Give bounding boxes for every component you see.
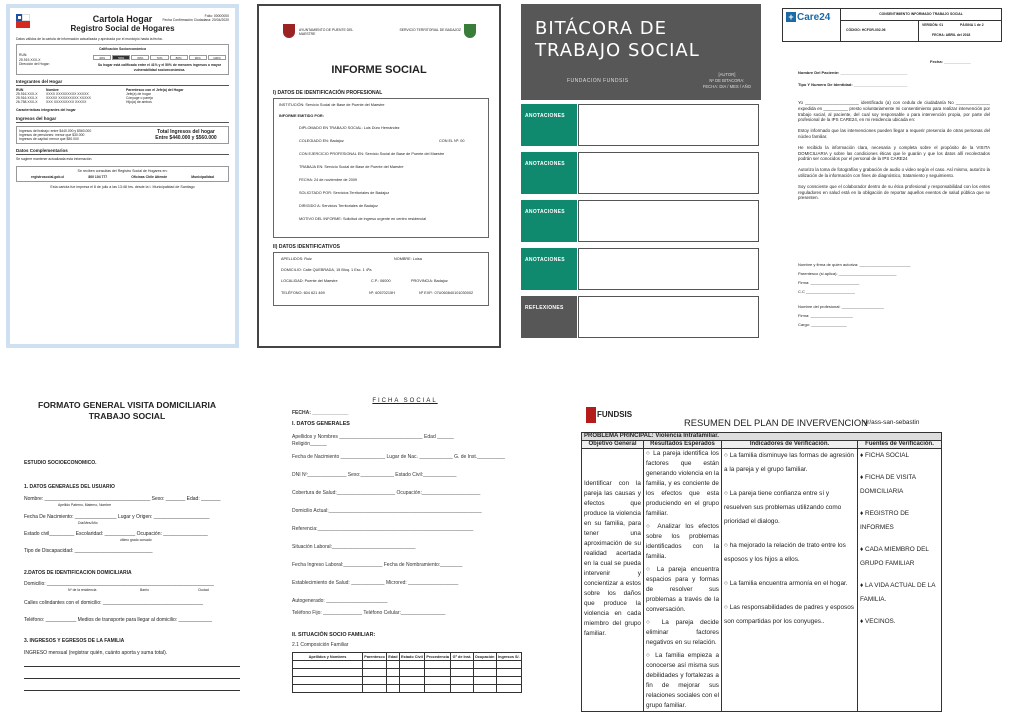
contact-offices: Oficinas Chile Atiende	[131, 174, 168, 179]
cartola-hogar-thumbnail[interactable]	[6, 4, 239, 348]
section-label: ANOTACIONES	[521, 200, 577, 242]
form-line[interactable]: Fecha Ingreso Laboral:______________ Fecha de Nombramiento:________	[292, 562, 463, 568]
paragraph: Yo ______________________ identificado (a) con cedula de ciudadanía No ______________ expedida en __________ presto voluntariamente mi consentimiento para realizar intervención por trabajo social, al paciente, del cual soy responsable o para intervención propia, por parte del profesional de la IPS CARE24, en mi residencia ubicada en:	[798, 100, 990, 123]
field: SOLICITADO POR: Servicios Territoriales de Badajoz	[299, 191, 390, 195]
calif-label: Calificación Socioeconómica	[99, 47, 146, 52]
table-row[interactable]	[293, 685, 522, 693]
page-title: FICHA SOCIAL	[372, 398, 438, 404]
plan-intervencion-thumbnail[interactable]	[578, 403, 1019, 714]
nombre-sub: Apellido Paterno, Materno, Nombre	[58, 503, 112, 507]
caract-title: Características integrantes del hogar	[16, 107, 76, 112]
care24-logo	[786, 12, 830, 23]
anotaciones-field[interactable]	[578, 248, 759, 290]
contact-label: Se reciben consultas del Registro Social de Hogares en:	[77, 168, 168, 173]
resultado-item: ○ La familia empieza a conocerse así misma sus debilidades y fortalezas a fin de mejorar sus relaciones sociales con el grupo familiar.	[646, 652, 719, 709]
field: DIRIGIDO A: Servicios Territoriales de Badajoz	[299, 204, 378, 208]
col-header: Ingresos S/.	[498, 654, 520, 659]
table-row[interactable]	[293, 661, 522, 669]
paragraph: Autorizo la toma de fotografías y grabación de audio o video según el caso. Así mismo, autorizo la utilización de la información con fines de diagnóstico, tratamiento y seguimiento.	[798, 167, 990, 178]
nacimiento-field[interactable]: Fecha De Nacimiento: _______________ Lugar y Origen: ____________________	[24, 514, 210, 520]
ident: TELÉFONO: 604 621 469	[281, 291, 325, 295]
col-header: Estado Civil	[401, 654, 423, 659]
fuente-item: ♦ REGISTRO DE INFORMES	[860, 510, 910, 531]
identidad-field[interactable]: Tipo Y Numero De Identidad: ________________________	[798, 82, 908, 87]
form-line[interactable]: Apellidos y Nombres ______________________________ Edad ______	[292, 434, 454, 440]
institucion: INSTITUCIÓN: Servicio Social de Base de Puente del Maestre	[279, 103, 385, 107]
resultado-item: ○ La pareja identifica los factores que están generando violencia en la familia, y es conciente de los efectos que esta produciendo en el grupo familiar.	[646, 450, 719, 517]
page-title: RESUMEN DEL PLAN DE INVERVENCION	[684, 417, 868, 428]
brand: Care24	[797, 12, 831, 23]
section-2-sub: 2.1 Composición Familiar	[292, 642, 349, 648]
fecha-confirmacion: Fecha Confirmación Ciudadana: 20/04/2020	[162, 18, 229, 23]
org-name: FUNDACION FUNDSIS	[567, 78, 629, 84]
col-header: Edad	[388, 654, 398, 659]
ingreso-label: INGRESO mensual (registrar quién, cuánto aporta y suma total).	[24, 650, 168, 656]
calificacion-box	[16, 44, 229, 75]
indicador-item: ○ ha mejorado la relación de trato entre los esposos y los hijos a ellos.	[724, 542, 846, 563]
meta-autor: [AUTOR]	[718, 72, 736, 77]
table-row: 25.916.XXX-X XXXXX XXXXXXXXX XXXXX Cónyuge o pareja	[16, 96, 153, 101]
tramo: 40%	[93, 55, 111, 60]
col-header: Ocupación	[474, 654, 495, 659]
tramo-selected: 50%	[112, 55, 130, 60]
section-label: ANOTACIONES	[521, 152, 577, 194]
ident: NOMBRE: Luisa	[394, 257, 422, 261]
col-run: RUN	[16, 87, 24, 92]
header-subtitle: Registro Social de Hogares	[70, 24, 175, 33]
fecha-doc: FECHA: ABRIL del 2018	[932, 33, 971, 37]
ingreso-line: Ingresos de capital: menor que $50.000	[19, 137, 79, 142]
indicador-item: ○ Las responsabilidades de padres y esposos son compartidas por los conyuges..	[724, 604, 854, 625]
ident: DOMICILIO: Calle QUEBRADA, 15 Bloq. 1 Esc. 1 4ºa	[281, 268, 372, 272]
version: VERSIÓN: 01	[922, 23, 944, 27]
fundsis-logo	[586, 407, 632, 423]
bitacora-header	[521, 4, 761, 100]
domicilio-field[interactable]: Domicilio: ____________________________________________________________	[24, 581, 214, 587]
problema-principal: PROBLEMA PRINCIPAL: Violencia Intrafamiliar.	[582, 433, 942, 441]
paragraph: He recibido la información clara, necesaria y completa sobre el propósito de la VISITA DOMICILIARIA y sobre las condiciones éticas que le guarán y que los datos allí recolectados podrán ser conocidos por el personal de la IPS CARE24	[798, 144, 990, 162]
field: MOTIVO DEL INFORME: Solicitud de ingreso urgente en centro residencial	[299, 217, 427, 221]
plan-table	[581, 432, 942, 712]
meta-fecha: FECHA: DIA / MES / AÑO	[702, 84, 751, 89]
logo-text: FUNDSIS	[597, 410, 633, 420]
section-2-title: II) DATOS IDENTIFICATIVOS	[273, 244, 340, 250]
org-right: SERVICIO TERRITORIAL DE BADAJOZ	[399, 28, 461, 32]
ingreso-line: Ingresos de pensiones: menor que $30.000	[19, 133, 85, 138]
dom-sub: Nº de la residencia	[68, 588, 97, 592]
ident: Nº: 60570215H	[369, 291, 395, 295]
composicion-table	[292, 652, 522, 693]
col-header: Resultados Esperados	[644, 441, 722, 449]
title-line-1: FORMATO GENERAL VISITA DOMICILIARIA	[37, 400, 217, 410]
form-line[interactable]: Teléfono Fijo: ______________ Teléfono Celular:________________	[292, 610, 446, 616]
form-line[interactable]: DNI Nº______________ Sexo:____________ Estado Civil:____________	[292, 472, 457, 478]
form-line[interactable]: Autogenerado: ______________________	[292, 598, 388, 604]
fuente-item: ♦ FICHA DE VISITA DOMICILIARIA	[860, 474, 916, 495]
anotaciones-field[interactable]	[578, 104, 759, 146]
page-title: INFORME SOCIAL	[331, 64, 427, 76]
total-label: Total Ingresos del hogar	[157, 128, 215, 135]
form-line[interactable]: Referencia:________________________________________________________	[292, 526, 474, 532]
objetivo-cell: Identificar con la pareja las causas y efectos que produce la violencia en su familia, para tener una aproximación de su realidad acertada en la cual se pueda intervenir y concientizar a estos sobre los daños que produce la violencia en cada miembro del grupo familiar.	[582, 449, 644, 712]
section-1-title: I) DATOS DE IDENTIFICACIÓN PROFESIONAL	[273, 90, 383, 96]
col-header: Procedencia	[426, 654, 449, 659]
ingresos-box	[16, 126, 229, 145]
dom-sub: Barrio	[140, 588, 150, 592]
bitacora-thumbnail[interactable]	[521, 4, 761, 344]
contact-box	[16, 166, 229, 182]
table-row	[582, 449, 942, 712]
cartola-page	[10, 8, 235, 344]
resultado-item: ○ La pareja encuentra espacios para y formas de resolver sus problemas a través de la conversación.	[646, 566, 719, 613]
printed-note: Esta cartola fue impresa el 8 de julio a las 13:48 hrs. desde la I. Municipalidad de Santiago	[50, 184, 195, 189]
tramo: 70%	[150, 55, 168, 60]
visita-domiciliaria-thumbnail[interactable]	[8, 388, 246, 708]
tramos-bar	[93, 55, 226, 60]
emitido-label: INFORME EMITIDO POR:	[279, 114, 324, 118]
section-label: ANOTACIONES	[521, 248, 577, 290]
field: FECHA: 24 de noviembre de 2009	[299, 178, 358, 182]
fecha-field[interactable]: Fecha: ____________	[930, 59, 971, 64]
chile-flag-icon	[16, 14, 30, 28]
cross-icon: +	[786, 12, 796, 22]
ident: C.P.: 06000	[371, 279, 391, 283]
section-3-title: 3. INGRESOS Y EGRESOS DE LA FAMILIA	[24, 638, 125, 644]
colegiado-no: CON EL Nº: 00	[439, 139, 465, 143]
col-header: Objetivo General	[582, 441, 644, 449]
contact-web[interactable]: registrosocial.gob.cl	[31, 174, 65, 179]
meta-numero: Nº DE BITACORA:	[709, 78, 745, 83]
sign-field[interactable]: Nombre y firma de quien autoriza: _______________________	[798, 262, 911, 267]
complementarios-title: Datos Complementarios	[16, 148, 229, 155]
resultado-item: ○ La pareja decide eliminar factores negativos en su relación.	[646, 619, 719, 646]
nombre-field[interactable]: Nombre: ______________________________________ Sexo: _______ Edad: _______	[24, 496, 221, 502]
col-header: Fuentes de Verificación.	[858, 441, 942, 449]
credit: yr/ass-san-sebastin	[864, 419, 920, 426]
prof-field[interactable]: Nombre del profesional: ___________________	[798, 304, 884, 309]
intro-text: Datos válidos de la cartola de información actualizada y aprobada por el municipio hasta la fecha.	[16, 37, 163, 41]
folio: Folio: 00000000	[204, 14, 229, 18]
indicador-item: ○ La familia disminuye las formas de agresión a la pareja y el grupo familiar.	[724, 452, 854, 473]
table-row[interactable]	[293, 677, 522, 685]
col-header: Indicadores de Verificación.	[722, 441, 858, 449]
rut-label: RUN:	[19, 53, 28, 58]
meta-block	[703, 72, 751, 90]
calificacion-result: Su hogar está calificado entre el 41% y el 50% de menores ingresos o mayor vulnerabilidad socioeconómica.	[97, 63, 222, 72]
col-nombre: Nombre	[46, 87, 59, 92]
answer-line[interactable]	[24, 666, 240, 667]
ingreso-line: Ingresos del trabajo: entre $440.000 y $560.000	[19, 128, 92, 133]
paragraph: Estoy informado que las intervenciones pueden llegar a requerir presencia de otras personas del núcleo familiar.	[798, 128, 990, 139]
tramo: 100%	[208, 55, 226, 60]
logo-mark-icon	[586, 407, 596, 423]
total-value: Entre $440.000 y $560.000	[155, 134, 217, 141]
fuente-item: ♦ LA VIDA ACTUAL DE LA FAMILIA.	[860, 582, 936, 603]
anotaciones-field[interactable]	[578, 200, 759, 242]
form-line[interactable]: Domicilio Actual:_______________________________________________________	[292, 508, 482, 514]
contact-municipio: Municipalidad	[191, 174, 214, 179]
section-label: REFLEXIONES	[521, 296, 577, 338]
consentimiento-thumbnail[interactable]	[782, 4, 1002, 348]
tramo: 90%	[189, 55, 207, 60]
sign-field[interactable]: Firma: ______________________	[798, 280, 860, 285]
doc-title: CONSENTIMIENTO INFORMADO TRABAJO SOCIAL	[879, 12, 963, 16]
form-line[interactable]: Situación Laboral:______________________________	[292, 544, 416, 550]
pagina: PÁGINA 1 de 2	[960, 23, 984, 27]
col-header: Gº de Inst.	[452, 654, 472, 659]
page-title: BITÁCORA DE TRABAJO SOCIAL	[535, 18, 700, 61]
fuente-item: ♦ VECINOS.	[860, 618, 896, 625]
codigo: CÓDIGO: HCFOR-002-06	[846, 28, 886, 32]
sign-field[interactable]: Parentesco (si aplica): __________________________	[798, 271, 897, 276]
org-left: AYUNTAMIENTO DE PUENTE DEL MAESTRE	[299, 28, 354, 37]
fecha-field[interactable]: FECHA: _____________	[292, 410, 349, 416]
civil-field[interactable]: Estado civil_________ Escolaridad: ___________ Ocupación: ________________	[24, 531, 208, 537]
telefono-field[interactable]: Teléfono: ___________ Medios de transporte para llegar al domicilio: ____________	[24, 617, 212, 623]
table-row: 25.916.XXX-X XXXX XXXXXXXXX XXXXX Jefe(a) de hogar	[16, 92, 151, 97]
field: TRABAJA EN: Servicio Social de Base de Puente del Maestre	[299, 165, 404, 169]
tramo: 60%	[131, 55, 149, 60]
ingresos-title: Ingresos del hogar	[16, 116, 229, 123]
direccion-label: Dirección del Hogar:	[19, 61, 50, 66]
section-2-title: 2.DATOS DE IDENTIFICACION DOMICILIARIA	[24, 570, 132, 576]
anotaciones-field[interactable]	[578, 152, 759, 194]
foot-note: Se sugiere mantener actualizada esta información.	[16, 157, 93, 162]
prof-field[interactable]: Firma: ___________________	[798, 313, 853, 318]
estudio-label: ESTUDIO SOCIOECONOMICO.	[24, 460, 97, 466]
field: DIPLOMADO EN TRABAJO SOCIAL: Luis Dúro Hernández	[299, 126, 400, 130]
coat-of-arms-left-icon	[283, 24, 295, 38]
paciente-field[interactable]: Nombre Del Paciente: ______________________________	[798, 70, 908, 75]
field: COLEGIADO EN: Badajoz	[299, 139, 344, 143]
section-2-title: II. SITUACIÓN SOCIO FAMILIAR:	[292, 632, 376, 638]
coat-of-arms-right-icon	[464, 24, 476, 38]
discapacidad-field[interactable]: Tipo de Discapacidad: ____________________________	[24, 548, 153, 554]
nac-sub: Día/Mes/Año	[78, 521, 98, 525]
ident: PROVINCIA: Badajoz	[411, 279, 448, 283]
field: CON EJERCICIO PROFESIONAL EN: Servicio Social de Base de Puente del Maestre	[299, 152, 445, 156]
ident: APELLIDOS: Ruiz	[281, 257, 312, 261]
section-label: ANOTACIONES	[521, 104, 577, 146]
col-header: Apellidos y Nombres	[293, 653, 363, 661]
indicador-item: ○ La familia encuentra armonía en el hogar.	[724, 580, 848, 587]
title-line-2: TRABAJO SOCIAL	[88, 411, 166, 421]
section-1-title: I. DATOS GENERALES	[292, 421, 350, 427]
section-1-title: 1. DATOS GENERALES DEL USUARIO	[24, 484, 115, 490]
integrantes-title: Integrantes del Hogar	[16, 79, 229, 86]
dom-sub: Ciudad	[198, 588, 209, 592]
form-line[interactable]: Establecimiento de Salud: ____________ Microred: __________________	[292, 580, 459, 586]
calles-field[interactable]: Calles colindantes con el domicilio: ____________________________________	[24, 600, 204, 606]
ident: Nº EXP.: 07U060840101030002	[419, 291, 474, 295]
form-line[interactable]: Cobertura de Salud:_____________________ Ocupación:_____________________	[292, 490, 481, 496]
col-header: Parentesco	[364, 654, 385, 659]
col-parentesco: Parentesco con el Jefe(a) del Hogar	[126, 87, 184, 92]
indicador-item: ○ La pareja tiene confianza entre sí y resuelven sus problemas utilizando como prioridad el dialogo.	[724, 490, 842, 525]
resultado-item: ○ Analizar los efectos sobre los problemas identificados con la familia.	[646, 523, 719, 560]
sign-field[interactable]: C.C ______________________	[798, 289, 855, 294]
paragraph: Soy consciente que el colaborador dentro de su ética profesional y responsabilidad con los entes reguladores en salud está en la obligación de reportar aquellos eventos de salud pública que se presenten.	[798, 183, 990, 201]
ident: LOCALIDAD: Puente del Maestre	[281, 279, 338, 283]
rut: 25.919.XXX-X	[19, 57, 41, 62]
table-row: 26.758.XXX-X XXX XXXXXXXXX XXXXX Hijo(a) de ambos	[16, 100, 152, 105]
civil-sub: último grado cursado	[120, 538, 152, 542]
contact-phone: 800 104 777	[88, 174, 108, 179]
ficha-social-thumbnail[interactable]	[280, 388, 530, 708]
fuente-item: ♦ FICHA SOCIAL	[860, 452, 910, 459]
answer-line[interactable]	[24, 678, 240, 679]
prof-field[interactable]: Cargo: ________________	[798, 322, 847, 327]
fuente-item: ♦ CADA MIEMBRO DEL GRUPO FAMILIAR	[860, 546, 929, 567]
table-row[interactable]	[293, 669, 522, 677]
answer-line[interactable]	[24, 690, 240, 691]
form-line[interactable]: Religión______	[292, 441, 327, 447]
tramo: 80%	[170, 55, 188, 60]
form-line[interactable]: Fecha de Nacimiento ________________ Lugar de Nac. ____________ G. de Inst.__________	[292, 454, 505, 460]
header-title: Cartola Hogar	[92, 14, 153, 24]
reflexiones-field[interactable]	[578, 296, 759, 338]
informe-social-thumbnail[interactable]	[257, 4, 501, 348]
